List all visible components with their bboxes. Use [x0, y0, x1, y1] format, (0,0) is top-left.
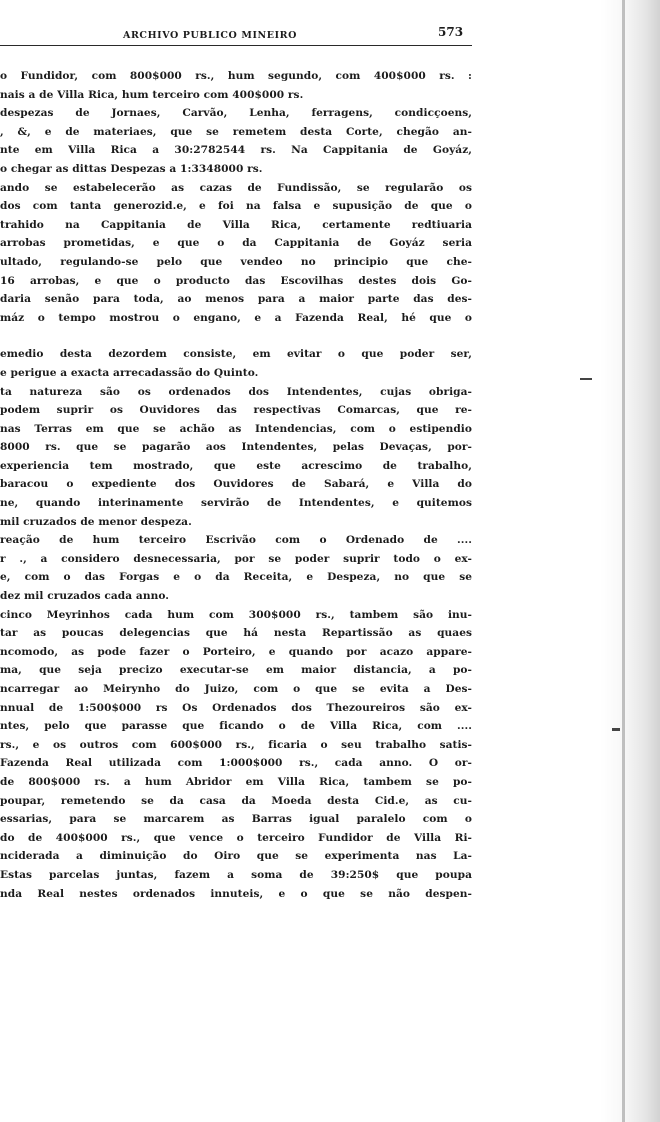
- text-line: essarias, para se marcarem as Barras igual paralelo com o: [0, 813, 472, 826]
- header-rule: [0, 45, 472, 46]
- text-line: emedio desta dezordem consiste, em evitar o que poder ser,: [0, 348, 472, 361]
- book-gutter-shadow: [600, 0, 660, 1122]
- text-line: daria senão para toda, ao menos para a maior parte das des-: [0, 293, 472, 306]
- text-line: arrobas prometidas, e que o da Cappitania de Goyáz seria: [0, 237, 472, 250]
- text-line: ne, quando interinamente servirão de Intendentes, e quitemos: [0, 497, 472, 510]
- text-line: máz o tempo mostrou o engano, e a Fazenda Real, hé que o: [0, 311, 472, 324]
- text-line: ando se estabelecerão as cazas de Fundissão, se regularão os: [0, 181, 472, 194]
- text-line: experiencia tem mostrado, que este acrescimo de trabalho,: [0, 459, 472, 472]
- text-line: ma, que seja precizo executar-se em maior distancia, a po-: [0, 664, 472, 677]
- text-line: r ., a considero desnecessaria, por se poder suprir todo o ex-: [0, 552, 472, 565]
- text-line: 8000 rs. que se pagarão aos Intendentes, pelas Devaças, por-: [0, 441, 472, 454]
- text-line: nnual de 1:500$000 rs Os Ordenados dos Thezoureiros são ex-: [0, 701, 472, 714]
- text-line: nas Terras em que se achão as Intendencias, com o estipendio: [0, 422, 472, 435]
- text-line: ncarregar ao Meirynho do Juizo, com o que se evita a Des-: [0, 683, 472, 695]
- text-line: ultado, regulando-se pelo que vendeo no principio que che-: [0, 255, 472, 268]
- text-line: o chegar as dittas Despezas a 1:3348000 rs.: [0, 162, 263, 175]
- text-line: reação de hum terceiro Escrivão com o Ordenado de ....: [0, 534, 472, 547]
- text-line: ntes, pelo que parasse que ficando o de Villa Rica, com ....: [0, 720, 472, 733]
- text-line: ncomodo, as pode fazer o Porteiro, e quando por acazo appare-: [0, 645, 472, 658]
- text-line: baracou o expediente dos Ouvidores de Sabará, e Villa do: [0, 478, 472, 491]
- text-line: despezas de Jornaes, Carvão, Lenha, ferragens, condicçoens,: [0, 107, 472, 120]
- text-line: nda Real nestes ordenados innuteis, e o que se não despen-: [0, 887, 472, 900]
- text-line: nais a de Villa Rica, hum terceiro com 400$000 rs.: [0, 88, 304, 101]
- text-line: trahido na Cappitania de Villa Rica, certamente redtiuaria: [0, 218, 472, 231]
- text-line: mil cruzados de menor despeza.: [0, 515, 192, 528]
- text-line: e, com o das Forgas e o da Receita, e Despeza, no que se: [0, 571, 472, 584]
- body-text: [0, 67, 472, 903]
- text-line: do de 400$000 rs., que vence o terceiro Fundidor de Villa Ri-: [0, 831, 472, 844]
- text-line: podem suprir os Ouvidores das respectivas Comarcas, que re-: [0, 404, 472, 417]
- text-line: 16 arrobas, e que o producto das Escovilhas destes dois Go-: [0, 274, 472, 287]
- text-line: o Fundidor, com 800$000 rs., hum segundo, com 400$000 rs. :: [0, 70, 472, 82]
- text-line: nciderada a diminuição do Oiro que se experimenta nas La-: [0, 850, 472, 863]
- text-line: de 800$000 rs. a hum Abridor em Villa Rica, tambem se po-: [0, 775, 472, 788]
- text-line: Fazenda Real utilizada com 1:000$000 rs., cada anno. O or-: [0, 757, 472, 770]
- text-line: e perigue a exacta arrecadassão do Quinto.: [0, 366, 259, 379]
- text-line: cinco Meyrinhos cada hum com 300$000 rs., tambem são inu-: [0, 608, 472, 621]
- book-gutter-edge: [622, 0, 625, 1122]
- text-line: Estas parcelas juntas, fazem a soma de 39:250$ que poupa: [0, 868, 472, 881]
- text-line: , &, e de materiaes, que se remetem desta Corte, chegão an-: [0, 125, 472, 138]
- running-title: ARCHIVO PUBLICO MINEIRO: [122, 30, 298, 41]
- running-head: [0, 22, 470, 42]
- text-line: tar as poucas delegencias que há nesta Repartissão as quaes: [0, 627, 472, 640]
- scan-speck: [580, 378, 592, 380]
- text-line: nte em Villa Rica a 30:2782544 rs. Na Cappitania de Goyáz,: [0, 144, 472, 157]
- text-line: dos com tanta generozid.e, e foi na falsa e supusição de que o: [0, 200, 472, 213]
- scan-speck: [612, 728, 620, 731]
- text-line: poupar, remetendo se da casa da Moeda desta Cid.e, as cu-: [0, 794, 472, 807]
- page-number: 573: [438, 25, 464, 39]
- text-line: ta natureza são os ordenados dos Intendentes, cujas obriga-: [0, 385, 472, 398]
- text-line: rs., e os outros com 600$000 rs., ficaria o seu trabalho satis-: [0, 738, 472, 751]
- text-line: dez mil cruzados cada anno.: [0, 590, 169, 603]
